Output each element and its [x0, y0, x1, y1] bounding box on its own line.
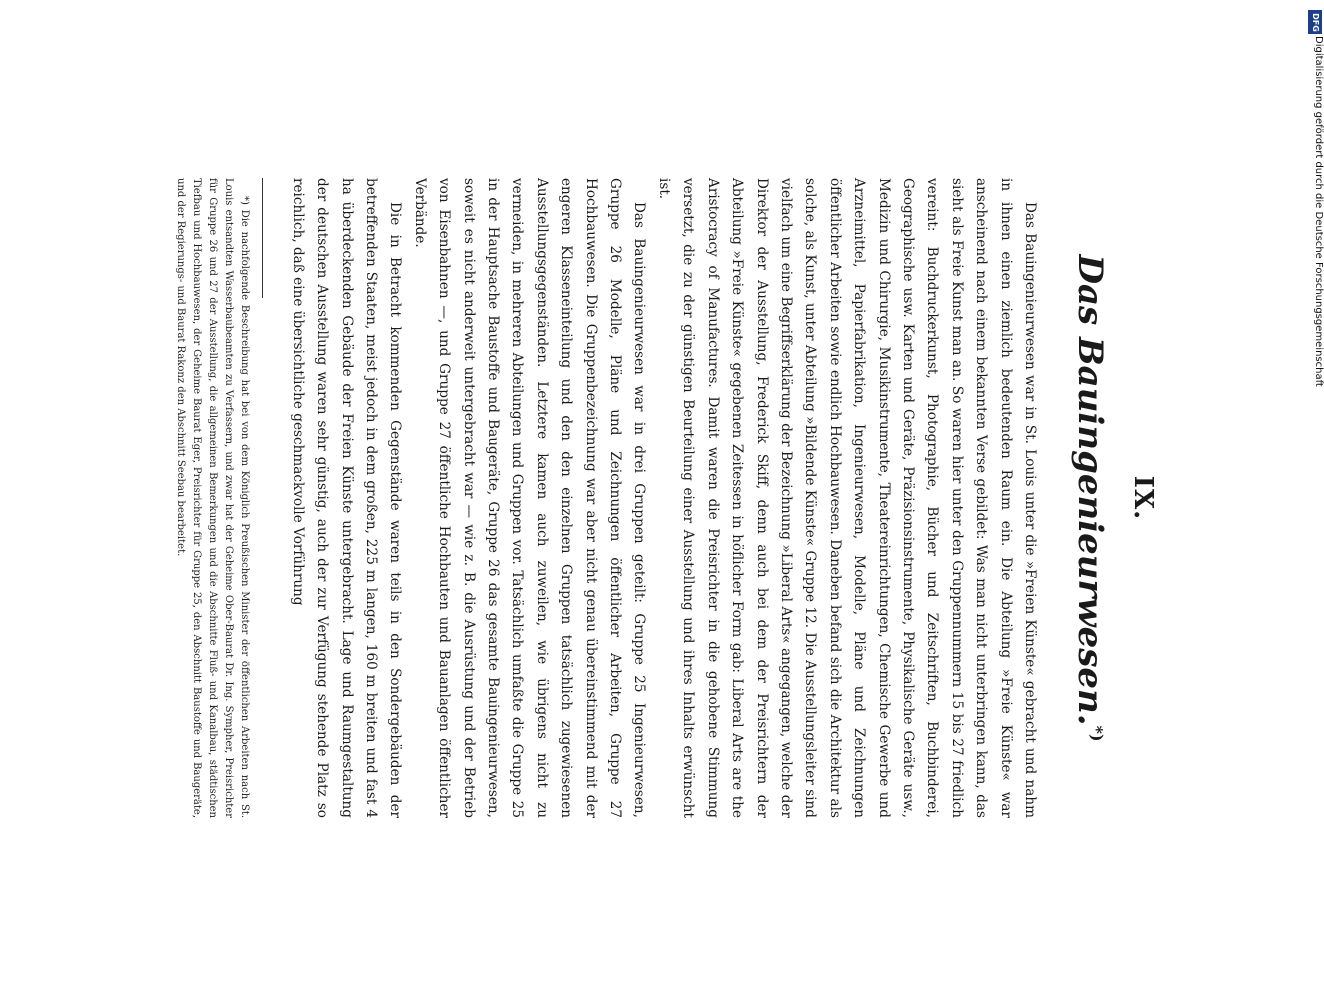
dfg-logo: DFG [1308, 10, 1322, 34]
attribution-strip [1306, 6, 1324, 406]
footnote-divider [262, 178, 263, 298]
scanned-page [175, 178, 1170, 818]
paragraph-2: Das Bauingenieurwesen war in drei Gruppen geteilt: Gruppe 25 Ingenieurwesen, Gruppe 26 Modelle, Pläne und Zeichnungen öffentlicher Arbeiten, Gruppe 27 Hochbauwesen. Die Gruppenbezeichnung war aber nicht genau übereinstimmend mit der engeren Klasseneinteilung und den den einzelnen Gruppen tatsächlich zugewiesenen Ausstellungsgegenständen. Letztere kamen auch zuweilen, wie übrigens nicht zu vermeiden, in mehreren Abteilungen und Gruppen vor. Tatsächlich umfaßte die Gruppe 25 in der Hauptsache Baustoffe und Baugeräte, Gruppe 26 das gesamte Bauingenieurwesen, soweit es nicht anderweit untergebracht war — wie z. B. die Ausrüstung und der Betrieb von Eisenbahnen —, und Gruppe 27 öffentliche Hochbauten und Bauanlagen öffentlicher Verbände. [411, 178, 648, 818]
chapter-number: IX. [1128, 475, 1158, 521]
funding-notice: Digitalisierung gefördert durch die Deutsche Forschungsgemeinschaft [1313, 36, 1324, 387]
paragraph-1: Das Bauingenieurwesen war in St. Louis unter die »Freien Künste« gebracht und nahm in ihnen einen ziemlich bedeutenden Raum ein. Die Abteilung »Freie Künste« war anscheinend nach einem bekannten Verse gebildet: Was man nicht unterbringen kann, das sieht als Freie Kunst man an. So waren hier unter den Gruppennummern 15 bis 27 friedlich vereint: Buchdruckerkunst, Photographie, Bücher und Zeitschriften, Buchbinderei, Geographische usw. Karten und Geräte, Präzisionsinstrumente, Physikalische Geräte usw., Medizin und Chirurgie, Musikinstrumente, Theatereinrichtungen, Chemische Gewerbe und Arzneimittel, Papierfabrikation, Ingenieurwesen, Modelle, Pläne und Zeichnungen öffentlicher Arbeiten sowie endlich Hochbauwesen. Daneben befand sich die Architektur als solche, als Kunst, unter Abteilung »Bildende Künste« Gruppe 12. Die Ausstellungsleiter sind vielfach um eine Begriffserklärung der Bezeichnung »Liberal Arts« angegangen, welche der Direktor der Ausstellung, Frederick Skiff, denn auch bei dem der Preisrichtern der Abteilung »Freie Künste« gegebenen Zeitessen in höflicher Form gab: Liberal Arts are the Aristocracy of Manufactures. Damit waren die Preisrichter in die gehobene Stimmung versetzt, die zu der günstigen Beurteilung einer Ausstellung und ihres Inhalts erwünscht ist. [655, 178, 1038, 818]
paragraph-3: Die in Betracht kommenden Gegenstände waren teils in den Sondergebäuden der betreffenden Staaten, meist jedoch in dem großen, 225 m langen, 160 m breiten und fast 4 ha überdeckenden Gebäude der Freien Künste untergebracht. Lage und Raumgestaltung der deutschen Ausstellung waren sehr günstig, auch der zur Verfügung stehende Platz so reichlich, daß eine übersichtliche geschmackvolle Vorführung [289, 178, 404, 818]
chapter-title [1070, 178, 1110, 818]
page-content [175, 178, 1170, 818]
title-footnote-marker: *) [1087, 725, 1107, 742]
chapter-title-text: Das Bauingenieurwesen. [1070, 254, 1110, 726]
footnote: *) Die nachfolgende Beschreibung hat bei von dem Königlich Preußischen Minister der öffentlichen Arbeiten nach St. Louis entsandten Wasserbaubeamten zu Verfassern, und zwar hat der Geheime Ober-Baurat Dr. Ing. Sympher, Preisrichter für Gruppe 26 und 27 der Ausstellung, die allgemeinen Bemerkungen und die Abschnitte Fluß- und Kanalbau, städtischen Tiefbau und Hochbauwesen, der Geheime Baurat Eger, Preisrichter für Gruppe 25, den Abschnitt Baustoffe und Baugeräte, und der Regierungs- und Baurat Rakonz den Abschnitt Seebau bearbeitet. [175, 178, 251, 818]
